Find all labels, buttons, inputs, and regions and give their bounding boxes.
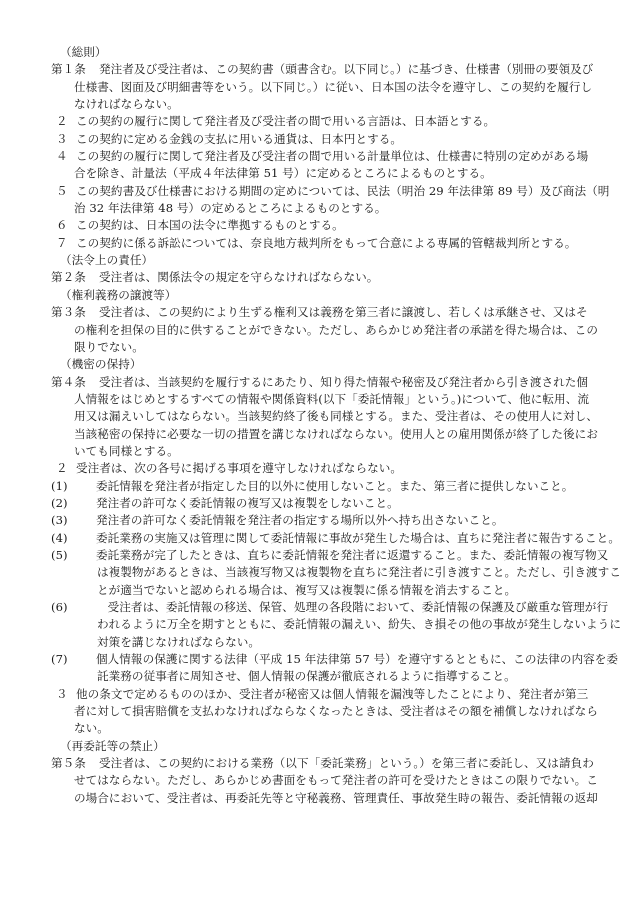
continuation-text: 合を除き、計量法（平成４年法律第 51 号）に定めるところによるものとする。 xyxy=(74,166,492,181)
para-text: この契約書及び仕様書における期間の定めについては、民法（明治 29 年法律第 89 号）及び商法（明 xyxy=(76,183,610,198)
section-heading xyxy=(51,252,583,269)
para-text: この契約の履行に関して発注者及び受注者の間で用いる言語は、日本語とする。 xyxy=(76,114,496,129)
para-text: 受注者は、次の各号に掲げる事項を遵守しなければならない。 xyxy=(76,461,403,476)
para-text: 他の条文で定めるもののほか、受注者が秘密又は個人情報を漏洩等したことにより、発注者が第三 xyxy=(76,686,589,701)
item-text: 受注者は、委託情報の移送、保管、処理の各段階において、委託情報の保護及び厳重な管理が行 xyxy=(96,600,609,614)
paragraph-line xyxy=(51,217,583,234)
continuation-text: 仕様書、図面及び明細書等をいう。以下同じ。）に従い、日本国の法令を遵守し、この契約を履行し xyxy=(74,79,593,94)
continuation-line xyxy=(51,408,598,425)
section-heading xyxy=(51,356,583,373)
continuation-line xyxy=(51,391,589,408)
para-number: ３ xyxy=(56,686,68,701)
continuation-line xyxy=(51,426,598,443)
article-number: 第５条 xyxy=(51,756,86,771)
continuation-line xyxy=(51,634,583,651)
continuation-text: の権利を担保の目的に供することができない。ただし、あらかじめ発注者の承諾を得た場合は、この xyxy=(74,322,598,337)
para-text: この契約は、日本国の法令に準拠するものとする。 xyxy=(76,218,344,233)
continuation-text: 治 32 年法律第 48 号）の定めるところによるものとする。 xyxy=(74,201,387,216)
continuation-line xyxy=(51,339,583,356)
section-heading-text: （再委託等の禁止） xyxy=(60,738,165,753)
item-text: 発注者の許可なく委託情報の複写又は複製をしないこと。 xyxy=(96,495,399,510)
continuation-text: せてはならない。ただし、あらかじめ書面をもって発注者の許可を受けたときはこの限りでない。こ xyxy=(74,773,598,788)
item-number: (7) xyxy=(51,652,68,667)
article-number: 第２条 xyxy=(51,270,86,285)
continuation-line xyxy=(51,96,583,113)
article-text: 受注者は、関係法令の規定を守らなければならない。 xyxy=(99,270,379,285)
paragraph-line xyxy=(51,183,610,200)
item-number: (3) xyxy=(51,513,68,528)
continuation-text: 用又は漏えいしてはならない。当該契約終了後も同様とする。また、受注者は、その使用人に対し、 xyxy=(74,409,598,424)
continuation-text: いても同様とする。 xyxy=(74,443,179,458)
article-line xyxy=(51,61,594,78)
continuation-line xyxy=(51,322,598,339)
continuation-line xyxy=(51,582,583,599)
list-item xyxy=(51,530,620,547)
article-line xyxy=(51,755,594,772)
section-heading-text: （法令上の責任） xyxy=(60,253,154,268)
article-number: 第３条 xyxy=(51,305,86,320)
list-item xyxy=(51,651,619,668)
para-number: ４ xyxy=(56,149,68,164)
article-text: 受注者は、この契約により生ずる権利又は義務を第三者に譲渡し、若しくは承継させ、又はそ xyxy=(99,305,588,320)
item-text: 委託業務の実施又は管理に関して委託情報に事故が発生した場合は、直ちに発注者に報告すること。 xyxy=(96,530,620,545)
article-text: 受注者は、この契約における業務（以下「委託業務」という。）を第三者に委託し、又は請負わ xyxy=(99,756,594,771)
item-text: 委託情報を発注者が指定した目的以外に使用しないこと。また、第三者に提供しないこと。 xyxy=(96,478,574,493)
continuation-line xyxy=(51,772,598,789)
article-text: 受注者は、当該契約を履行するにあたり、知り得た情報や秘密及び発注者から引き渡された個 xyxy=(99,374,589,389)
continuation-text: 託業務の従事者に周知させ、個人情報の保護が徹底されるように指導すること。 xyxy=(97,669,516,684)
item-number: (1) xyxy=(51,478,68,493)
item-number: (2) xyxy=(51,495,68,510)
continuation-text: とが適当でないと認められる場合は、複写又は複製に係る情報を消去すること。 xyxy=(97,582,517,597)
continuation-line xyxy=(51,443,583,460)
continuation-line xyxy=(51,79,593,96)
contract-document xyxy=(51,44,621,807)
para-number: ５ xyxy=(56,183,68,198)
item-number: (4) xyxy=(51,530,68,545)
article-line xyxy=(51,304,588,321)
continuation-text: 人情報をはじめとするすべての情報や関係資料(以下「委託情報」という。)について、他に転用、流 xyxy=(74,391,589,406)
continuation-text: は複製物があるときは、当該複写物又は複製物を直ちに発注者に引き渡すこと。ただし、引き渡すこ xyxy=(97,565,621,580)
continuation-line xyxy=(51,200,583,217)
para-number: ６ xyxy=(56,218,68,233)
para-text: この契約の履行に関して発注者及び受注者の間で用いる計量単位は、仕様書に特別の定めがある場 xyxy=(76,149,589,164)
continuation-text: 当該秘密の保持に必要な一切の措置を講じなければならない。使用人との雇用関係が終了した後にお xyxy=(74,426,598,441)
section-heading xyxy=(51,738,583,755)
paragraph-line xyxy=(51,148,589,165)
paragraph-line xyxy=(51,113,583,130)
continuation-line xyxy=(51,616,621,633)
item-text: 個人情報の保護に関する法律（平成 15 年法律第 57 号）を遵守するとともに、この法律の内容を委 xyxy=(96,652,619,667)
continuation-line xyxy=(51,703,598,720)
section-heading-text: （総則） xyxy=(60,45,107,59)
para-number: ２ xyxy=(56,461,68,476)
continuation-line xyxy=(51,790,598,807)
section-heading-text: （機密の保持） xyxy=(60,357,142,372)
paragraph-line xyxy=(51,131,583,148)
list-item xyxy=(51,547,609,564)
list-item xyxy=(51,599,609,616)
para-number: ２ xyxy=(56,114,68,129)
article-number: 第４条 xyxy=(51,374,86,389)
list-item xyxy=(51,495,583,512)
para-number: ３ xyxy=(56,131,68,146)
list-item xyxy=(51,478,583,495)
continuation-text: なければならない。 xyxy=(74,97,179,112)
continuation-line xyxy=(51,165,583,182)
item-text: 発注者の許可なく委託情報を発注者の指定する場所以外へ持ち出さないこと。 xyxy=(96,513,504,528)
continuation-line xyxy=(51,564,621,581)
continuation-line xyxy=(51,720,583,737)
continuation-text: の場合において、受注者は、再委託先等と守秘義務、管理責任、事故発生時の報告、委託情報の返却 xyxy=(74,790,598,805)
section-heading xyxy=(51,287,583,304)
continuation-text: ない。 xyxy=(74,721,109,736)
continuation-text: 対策を講じなければならない。 xyxy=(97,634,261,649)
item-number: (5) xyxy=(51,547,68,562)
continuation-text: 限りでない。 xyxy=(74,339,144,354)
section-heading xyxy=(51,44,583,61)
continuation-text: われるように万全を期すとともに、委託情報の漏えい、紛失、き損その他の事故が発生しないように xyxy=(97,617,621,632)
list-item xyxy=(51,512,583,529)
article-text: 発注者及び受注者は、この契約書（頭書含む。以下同じ。）に基づき、仕様書（別冊の要領及び xyxy=(99,62,594,77)
item-text: 委託業務が完了したときは、直ちに委託情報を発注者に返還すること。また、委託情報の複写物又 xyxy=(96,547,609,562)
item-number: (6) xyxy=(51,600,68,614)
para-text: この契約に係る訴訟については、奈良地方裁判所をもって合意による専属的管轄裁判所とする。 xyxy=(76,235,577,250)
paragraph-line xyxy=(51,460,583,477)
para-number: ７ xyxy=(56,235,68,250)
article-line xyxy=(51,374,589,391)
article-number: 第１条 xyxy=(51,62,86,77)
paragraph-line xyxy=(51,235,583,252)
article-line xyxy=(51,269,583,286)
section-heading-text: （権利義務の譲渡等） xyxy=(60,287,177,302)
continuation-line xyxy=(51,668,583,685)
paragraph-line xyxy=(51,686,589,703)
para-text: この契約に定める金銭の支払に用いる通貨は、日本円とする。 xyxy=(76,131,403,146)
continuation-text: 者に対して損害賠償を支払わなければならなくなったときは、受注者はその額を補償しなければなら xyxy=(74,704,598,719)
